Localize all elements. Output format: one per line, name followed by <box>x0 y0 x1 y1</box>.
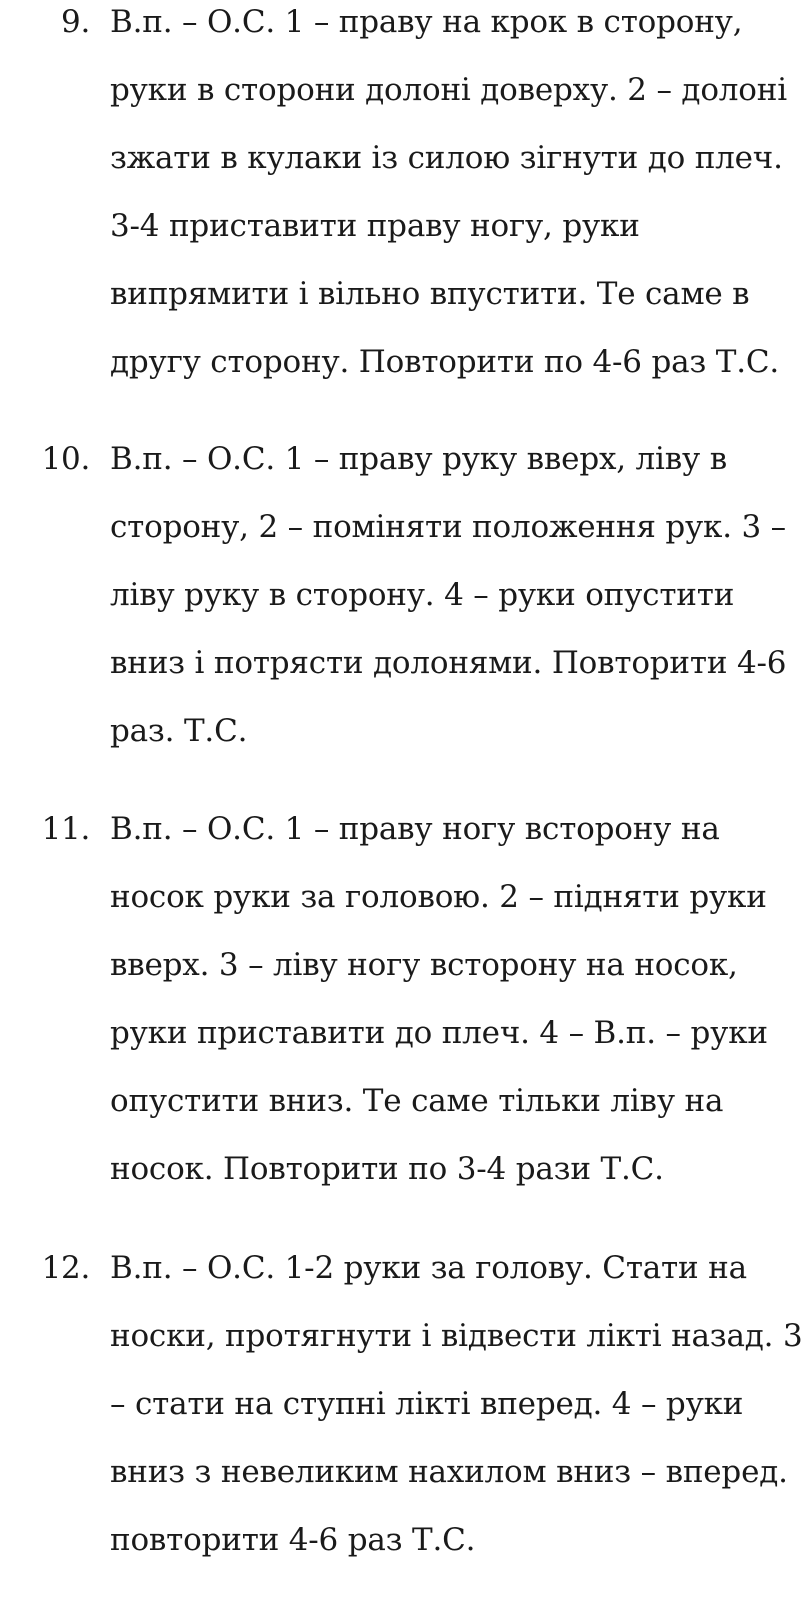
text-line: – стати на ступні лікті вперед. 4 – руки <box>110 1386 744 1422</box>
text-line: зжати в кулаки із силою зігнути до плеч. <box>110 140 783 176</box>
text-line: раз. Т.С. <box>110 713 248 749</box>
text-line: вверх. 3 – ліву ногу всторону на носок, <box>110 947 738 983</box>
text-line: носок руки за головою. 2 – підняти руки <box>110 879 767 915</box>
item-number: 11. <box>41 811 90 847</box>
item-number: 10. <box>41 441 90 477</box>
item-number: 9. <box>61 4 90 40</box>
item-text <box>110 425 800 765</box>
text-line: повторити 4-6 раз Т.С. <box>110 1522 476 1558</box>
text-line: руки приставити до плеч. 4 – В.п. – руки <box>110 1015 768 1051</box>
text-line: В.п. – О.С. 1-2 руки за голову. Стати на <box>110 1250 747 1286</box>
item-text <box>110 795 800 1203</box>
text-line: В.п. – О.С. 1 – праву ногу всторону на <box>110 811 720 847</box>
text-line: носок. Повторити по 3-4 рази Т.С. <box>110 1151 664 1187</box>
item-text <box>110 1234 803 1574</box>
text-line: В.п. – О.С. 1 – праву на крок в сторону, <box>110 4 743 40</box>
text-line: В.п. – О.С. 1 – праву руку вверх, ліву в <box>110 441 727 477</box>
text-line: руки в сторони долоні доверху. 2 – долоні <box>110 72 787 108</box>
text-line: носки, протягнути і відвести лікті назад. 3 <box>110 1318 803 1354</box>
text-line: випрямити і вільно впустити. Те саме в <box>110 276 750 312</box>
item-number: 12. <box>41 1250 90 1286</box>
text-line: опустити вниз. Те саме тільки ліву на <box>110 1083 724 1119</box>
text-line: сторону, 2 – поміняти положення рук. 3 – <box>110 509 786 545</box>
text-line: вниз і потрясти долонями. Повторити 4-6 <box>110 645 787 681</box>
text-line: ліву руку в сторону. 4 – руки опустити <box>110 577 735 613</box>
item-text <box>110 0 800 396</box>
text-line: другу сторону. Повторити по 4-6 раз Т.С. <box>110 344 780 380</box>
text-line: вниз з невеликим нахилом вниз – вперед. <box>110 1454 788 1490</box>
text-line: 3-4 приставити праву ногу, руки <box>110 208 640 244</box>
